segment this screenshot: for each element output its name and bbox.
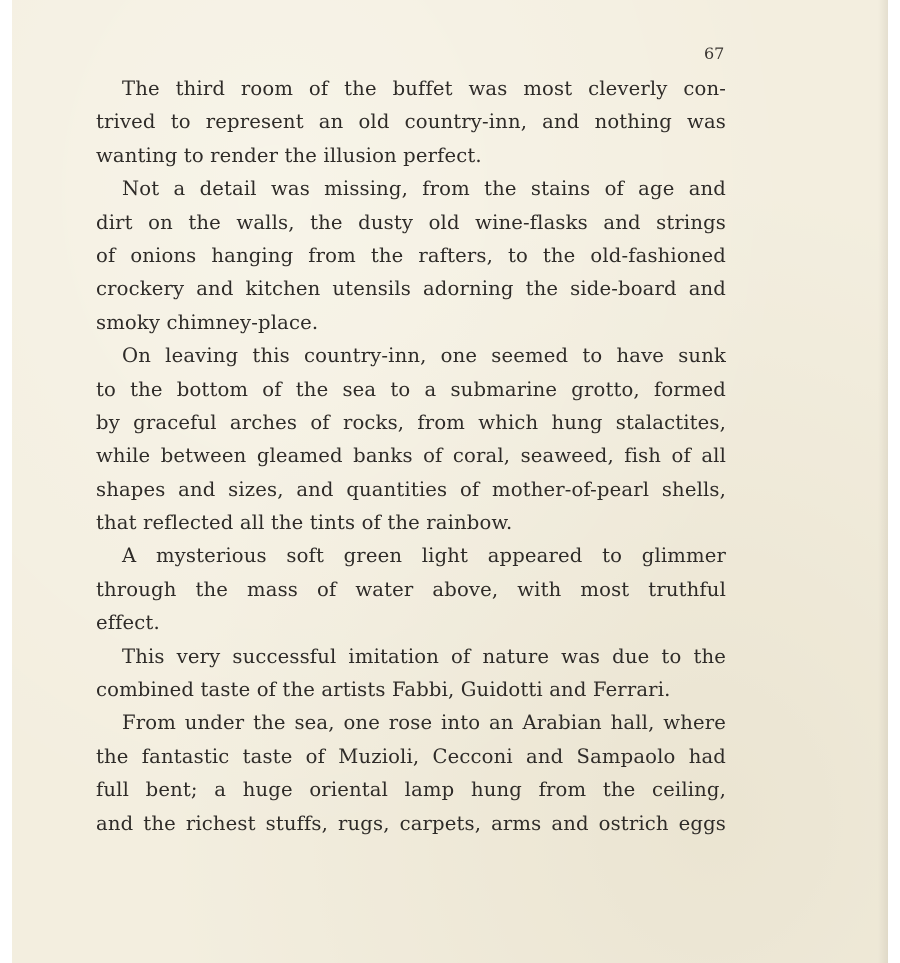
text-line: and the richest stuffs, rugs, carpets, arms and ostrich eggs <box>96 811 726 835</box>
body-text <box>96 72 726 840</box>
text-line: trived to represent an old country-inn, and nothing was <box>96 110 726 134</box>
text-line: Not a detail was missing, from the stains of age and <box>122 177 726 201</box>
text-line: while between gleamed banks of coral, seaweed, fish of all <box>96 444 726 468</box>
paragraph-1 <box>96 72 726 172</box>
text-line: combined taste of the artists Fabbi, Guidotti and Ferrari. <box>96 678 671 702</box>
text-line: by graceful arches of rocks, from which hung stalactites, <box>96 410 726 434</box>
text-line: This very successful imitation of nature was due to the <box>122 644 726 668</box>
text-line: crockery and kitchen utensils adorning the side-board and <box>96 277 726 301</box>
text-line: smoky chimney-place. <box>96 310 319 334</box>
paragraph-5 <box>96 640 726 707</box>
text-line: that reflected all the tints of the rainbow. <box>96 511 513 535</box>
paragraph-3 <box>96 339 726 539</box>
text-line: The third room of the buffet was most cleverly con- <box>122 77 726 100</box>
text-line: On leaving this country-inn, one seemed to have sunk <box>122 344 726 368</box>
text-line: through the mass of water above, with most truthful <box>96 577 726 601</box>
text-line: of onions hanging from the rafters, to the old-fashioned <box>96 243 726 267</box>
paragraph-4 <box>96 539 726 639</box>
text-line: From under the sea, one rose into an Arabian hall, where <box>122 711 726 735</box>
page-edge-shadow <box>878 0 888 963</box>
text-line: wanting to render the illusion perfect. <box>96 143 482 167</box>
text-line: full bent; a huge oriental lamp hung from the ceiling, <box>96 778 726 802</box>
text-line: to the bottom of the sea to a submarine grotto, formed <box>96 377 726 401</box>
paragraph-6 <box>96 706 726 840</box>
text-line: shapes and sizes, and quantities of mother-of-pearl shells, <box>96 477 726 501</box>
text-line: A mysterious soft green light appeared to glimmer <box>122 544 726 568</box>
text-line: dirt on the walls, the dusty old wine-flasks and strings <box>96 210 726 234</box>
paragraph-2 <box>96 172 726 339</box>
text-line: the fantastic taste of Muzioli, Cecconi and Sampaolo had <box>96 744 726 768</box>
page-number: 67 <box>704 44 725 63</box>
text-line: effect. <box>96 611 160 635</box>
